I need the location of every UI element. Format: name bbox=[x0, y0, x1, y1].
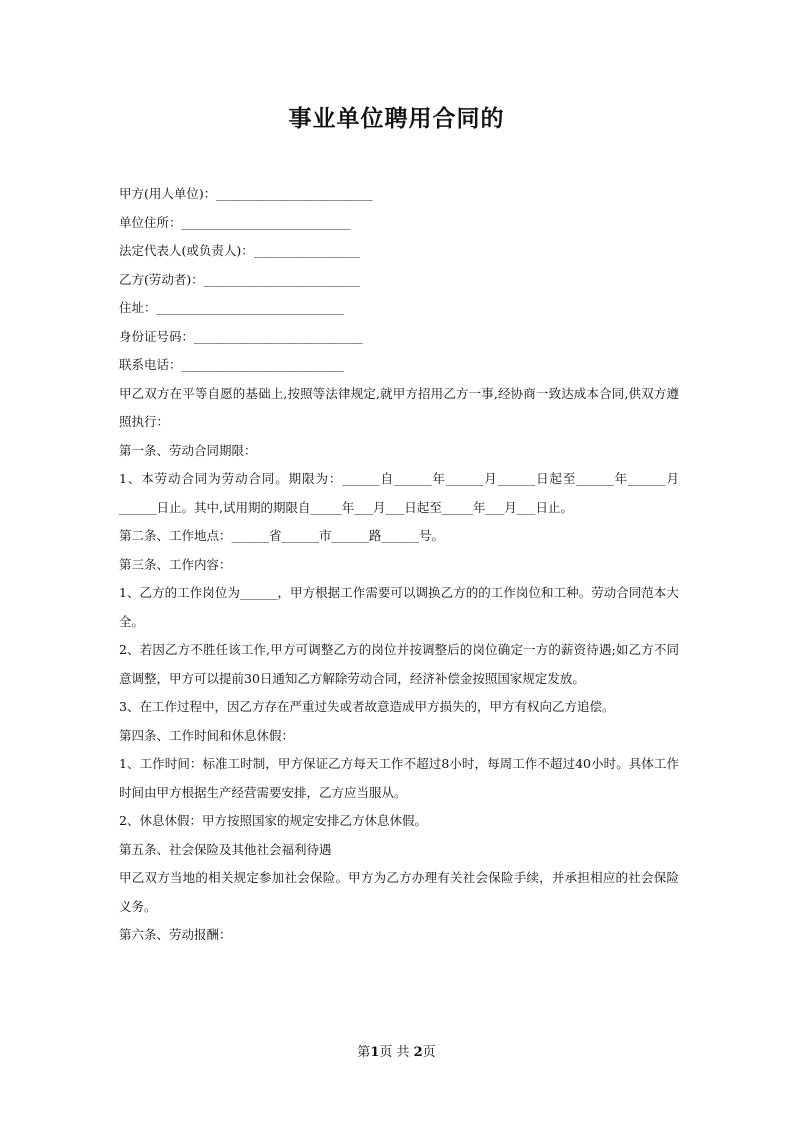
document-title: 事业单位聘用合同的 bbox=[288, 105, 505, 132]
address-line: 住址：______________________________ bbox=[119, 300, 345, 315]
page-footer bbox=[0, 1041, 793, 1060]
total-page-number: 2 bbox=[413, 1045, 423, 1060]
phone-line: 联系电话：__________________________ bbox=[119, 357, 345, 372]
footer-middle: 页 共 bbox=[379, 1045, 414, 1060]
article-1-clause-1: 1、本劳动合同为劳动合同。期限为：______自______年______月______日起至______年______月______日止。其中,试用期的期限自_____年___月___日起至_____年___月___日止。 bbox=[119, 471, 679, 515]
article-5-heading: 第五条、社会保险及其他社会福利待遇 bbox=[119, 841, 332, 857]
article-2-heading: 第二条、工作地点：______省______市______路______号。 bbox=[119, 528, 445, 543]
article-5-paragraph: 甲乙双方当地的相关规定参加社会保险。甲方为乙方办理有关社会保险手续，并承担相应的社会保险义务。 bbox=[119, 870, 679, 914]
article-4-heading: 第四条、工作时间和休息休假： bbox=[119, 727, 295, 743]
footer-suffix: 页 bbox=[422, 1045, 436, 1060]
current-page-number: 1 bbox=[370, 1045, 380, 1060]
unit-address-line: 单位住所：___________________________ bbox=[119, 214, 351, 230]
article-4-clause-1: 1、工作时间：标准工时制，甲方保证乙方每天工作不超过8小时，每周工作不超过40小时。具体工作时间由甲方根据生产经营需要安排，乙方应当服从。 bbox=[119, 756, 679, 800]
article-6-heading: 第六条、劳动报酬： bbox=[119, 927, 232, 942]
legal-representative-line: 法定代表人(或负责人)：_________________ bbox=[119, 243, 361, 258]
article-3-clause-3: 3、在工作过程中，因乙方存在严重过失或者故意造成甲方损失的，甲方有权向乙方追偿。 bbox=[119, 699, 615, 714]
party-a-line: 甲方(用人单位)：_________________________ bbox=[119, 186, 373, 201]
article-1-heading: 第一条、劳动合同期限： bbox=[119, 442, 257, 458]
article-3-heading: 第三条、工作内容： bbox=[119, 556, 232, 572]
document-body bbox=[119, 180, 679, 950]
article-4-clause-2: 2、休息休假：甲方按照国家的规定安排乙方休息休假。 bbox=[119, 813, 427, 828]
preamble-paragraph: 甲乙双方在平等自愿的基础上,按照等法律规定,就甲方招用乙方一事,经协商一致达成本合同,供双方遵照执行： bbox=[119, 385, 679, 429]
footer-prefix: 第 bbox=[357, 1045, 371, 1060]
id-number-line: 身份证号码：___________________________ bbox=[119, 328, 363, 344]
article-3-clause-1: 1、乙方的工作岗位为______，甲方根据工作需要可以调换乙方的的工作岗位和工种。劳动合同范本大全。 bbox=[119, 585, 679, 629]
article-3-clause-2: 2、若因乙方不胜任该工作,甲方可调整乙方的岗位并按调整后的岗位确定一方的薪资待遇;如乙方不同意调整，甲方可以提前30日通知乙方解除劳动合同，经济补偿金按照国家规定发放。 bbox=[119, 642, 679, 686]
party-b-line: 乙方(劳动者)：_________________________ bbox=[119, 271, 361, 287]
